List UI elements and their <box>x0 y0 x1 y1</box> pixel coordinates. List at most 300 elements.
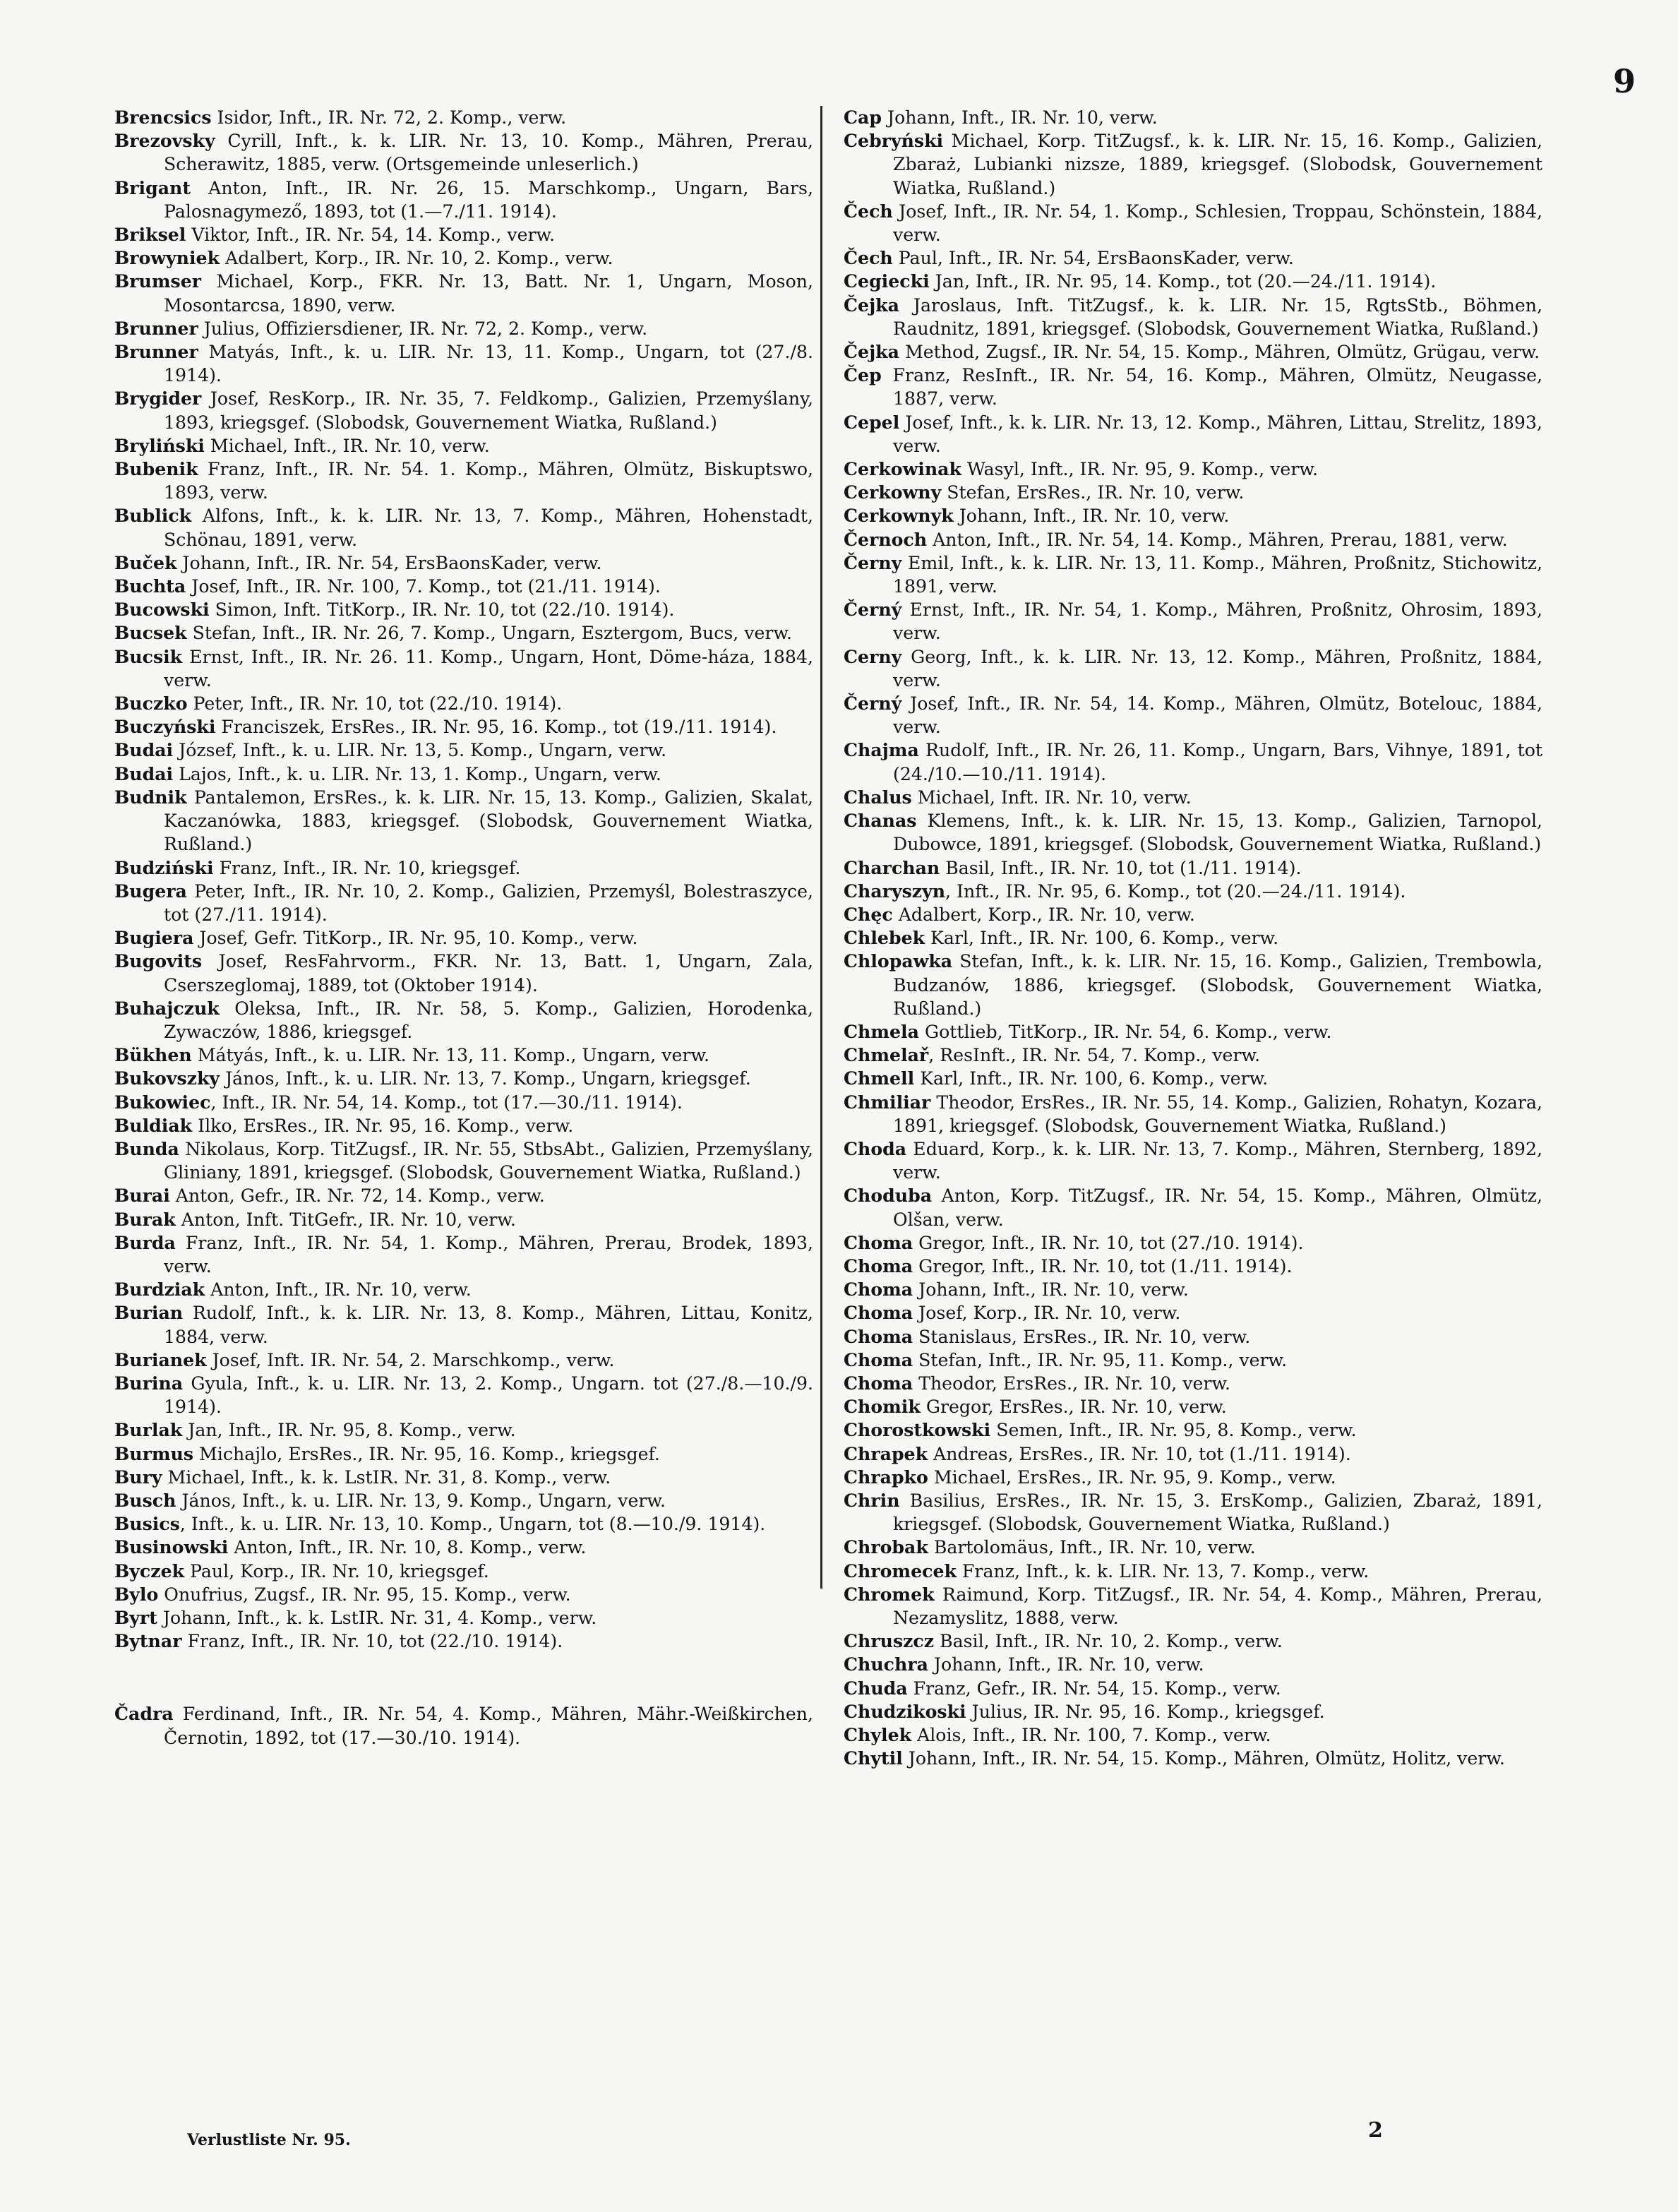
surname: Chęc <box>844 903 893 925</box>
casualty-entry <box>844 1747 1542 1770</box>
casualty-entry <box>844 200 1542 246</box>
entry-details: Josef, Inft., IR. Nr. 54, 14. Komp., Mähren, Olmütz, Botelouc, 1884, verw. <box>893 693 1542 738</box>
surname: Cerkowinak <box>844 458 961 480</box>
casualty-entry <box>114 270 813 316</box>
entry-details: Matyás, Inft., k. u. LIR. Nr. 13, 11. Komp., Ungarn, tot (27./8. 1914). <box>164 342 813 386</box>
casualty-entry <box>844 1677 1542 1700</box>
casualty-entry <box>844 1278 1542 1301</box>
surname: Chmiliar <box>844 1091 931 1113</box>
surname: Chmelař <box>844 1044 929 1066</box>
casualty-entry <box>844 364 1542 410</box>
surname: Cepel <box>844 411 900 433</box>
surname: Chajma <box>844 739 919 761</box>
footer-list-number: Verlustliste Nr. 95. <box>187 2131 351 2149</box>
entry-details: Franz, ResInft., IR. Nr. 54, 16. Komp., Mähren, Olmütz, Neugasse, 1887, verw. <box>881 365 1542 409</box>
surname: Briksel <box>114 224 186 246</box>
casualty-entry <box>844 1231 1542 1255</box>
entry-details: Adalbert, Korp., IR. Nr. 10, verw. <box>892 904 1195 925</box>
casualty-entry <box>844 528 1542 551</box>
casualty-entry <box>114 340 813 387</box>
footer-sheet-number: 2 <box>1368 2118 1383 2143</box>
casualty-entry <box>114 715 813 739</box>
surname: Cegiecki <box>844 270 930 292</box>
entry-details: Ilko, ErsRes., IR. Nr. 95, 16. Komp., verw. <box>192 1115 574 1136</box>
surname: Busics <box>114 1513 180 1535</box>
entry-details: Josef, Inft., IR. Nr. 54, 1. Komp., Schlesien, Troppau, Schönstein, 1884, verw. <box>892 201 1542 246</box>
entry-details: János, Inft., k. u. LIR. Nr. 13, 7. Komp., Ungarn, kriegsgef. <box>220 1068 751 1089</box>
casualty-entry <box>114 1702 813 1749</box>
surname: Budai <box>114 739 174 761</box>
entry-details: , ResInft., IR. Nr. 54, 7. Komp., verw. <box>928 1045 1261 1066</box>
casualty-entry <box>114 880 813 926</box>
entry-details: Raimund, Korp. TitZugsf., IR. Nr. 54, 4. Komp., Mähren, Prerau, Nezamyslitz, 1888, verw. <box>893 1584 1542 1628</box>
surname: Chylek <box>844 1724 912 1746</box>
surname: Byrt <box>114 1607 157 1628</box>
casualty-entry <box>114 1536 813 1559</box>
casualty-entry <box>844 551 1542 598</box>
surname: Brencsics <box>114 107 212 128</box>
entry-details: Paul, Inft., IR. Nr. 54, ErsBaonsKader, verw. <box>892 248 1294 269</box>
surname: Černý <box>844 693 902 715</box>
entry-details: Method, Zugsf., IR. Nr. 54, 15. Komp., Mähren, Olmütz, Grügau, verw. <box>899 342 1540 363</box>
surname: Choma <box>844 1349 913 1370</box>
casualty-entry <box>844 1560 1542 1583</box>
surname: Černý <box>844 599 902 621</box>
surname: Browyniek <box>114 247 220 269</box>
casualty-entry <box>114 1630 813 1653</box>
entry-details: Josef, Korp., IR. Nr. 10, verw. <box>913 1303 1181 1324</box>
casualty-entry <box>844 739 1542 785</box>
casualty-entry <box>844 903 1542 926</box>
casualty-entry <box>844 926 1542 950</box>
surname: Charyszyn <box>844 880 946 902</box>
entry-details: Gregor, Inft., IR. Nr. 10, tot (27./10. 1914). <box>913 1232 1304 1253</box>
surname: Bukowiec <box>114 1091 211 1113</box>
casualty-entry <box>114 1137 813 1184</box>
entry-details: Mátyás, Inft., k. u. LIR. Nr. 13, 11. Komp., Ungarn, verw. <box>191 1045 710 1066</box>
casualty-entry <box>114 551 813 575</box>
surname: Chomik <box>844 1396 921 1418</box>
casualty-entry <box>114 926 813 950</box>
entry-details: Johann, Inft., IR. Nr. 10, verw. <box>953 506 1230 527</box>
entry-details: Alfons, Inft., k. k. LIR. Nr. 13, 7. Komp., Mähren, Hohenstadt, Schönau, 1891, verw. <box>164 506 813 550</box>
entry-details: Alois, Inft., IR. Nr. 100, 7. Komp., verw. <box>911 1725 1271 1746</box>
surname: Bugera <box>114 880 187 902</box>
surname: Buhajczuk <box>114 997 220 1019</box>
surname: Chlebek <box>844 927 925 949</box>
entry-details: Johann, Inft., IR. Nr. 54, 15. Komp., Mähren, Olmütz, Holitz, verw. <box>902 1748 1505 1769</box>
surname: Bylo <box>114 1583 159 1605</box>
casualty-entry <box>844 692 1542 739</box>
entry-details: Semen, Inft., IR. Nr. 95, 8. Komp., verw. <box>990 1420 1357 1441</box>
casualty-entry <box>844 1395 1542 1418</box>
entry-details: Josef, Inft., k. k. LIR. Nr. 13, 12. Komp., Mähren, Littau, Strelitz, 1893, verw. <box>893 412 1542 456</box>
surname: Buchta <box>114 575 186 597</box>
surname: Burian <box>114 1302 184 1324</box>
surname: Budziński <box>114 856 214 878</box>
entry-details: Stefan, Inft., IR. Nr. 95, 11. Komp., verw. <box>913 1349 1288 1370</box>
entry-details: Franz, Inft., IR. Nr. 54, 1. Komp., Mähren, Prerau, Brodek, 1893, verw. <box>164 1232 813 1277</box>
surname: Choma <box>844 1325 913 1347</box>
casualty-entry <box>114 1489 813 1512</box>
surname: Burmus <box>114 1442 194 1464</box>
entry-details: Johann, Inft., IR. Nr. 54, ErsBaonsKader, verw. <box>176 552 602 573</box>
surname: Brunner <box>114 341 198 363</box>
surname: Chytil <box>844 1747 903 1769</box>
surname: Choda <box>844 1137 907 1159</box>
entry-details: Ernst, Inft., IR. Nr. 26. 11. Komp., Ungarn, Hont, Döme-háza, 1884, verw. <box>164 646 813 690</box>
surname: Buczyński <box>114 716 216 738</box>
surname: Chlopawka <box>844 950 953 972</box>
casualty-entry <box>114 177 813 223</box>
entry-details: József, Inft., k. u. LIR. Nr. 13, 5. Komp., Ungarn, verw. <box>173 740 667 761</box>
entry-details: Ferdinand, Inft., IR. Nr. 54, 4. Komp., Mähren, Mähr.-Weißkirchen, Černotin, 1892, tot (17.—30./10. 1914). <box>164 1704 813 1748</box>
surname: Černoch <box>844 528 928 550</box>
entry-details: Jaroslaus, Inft. TitZugsf., k. k. LIR. Nr. 15, RgtsStb., Böhmen, Raudnitz, 1891, kriegsgef. (Slobodsk, Gouvernement Wiatka, Rußland.) <box>893 294 1542 339</box>
surname: Chrin <box>844 1489 900 1511</box>
entry-details: Oleksa, Inft., IR. Nr. 58, 5. Komp., Galizien, Horodenka, Zywaczów, 1886, kriegsgef. <box>164 998 813 1042</box>
surname: Choma <box>844 1255 913 1277</box>
casualty-entry <box>114 458 813 504</box>
entry-details: Anton, Inft. TitGefr., IR. Nr. 10, verw. <box>175 1209 516 1230</box>
entry-details: Michael, Inft. IR. Nr. 10, verw. <box>911 787 1192 808</box>
surname: Choma <box>844 1302 913 1324</box>
casualty-entry <box>844 1442 1542 1466</box>
entry-details: Stefan, Inft., k. k. LIR. Nr. 15, 16. Komp., Galizien, Trembowla, Budzanów, 1886, kriegsgef. (Slobodsk, Gouvernement Wiatka, Rußland.) <box>893 951 1542 1019</box>
entry-details: Josef, Gefr. TitKorp., IR. Nr. 95, 10. Komp., verw. <box>193 928 638 949</box>
entry-details: Anton, Inft., IR. Nr. 10, 8. Komp., verw. <box>228 1537 587 1558</box>
casualty-entry <box>114 129 813 176</box>
casualty-entry <box>844 1653 1542 1676</box>
surname: Businowski <box>114 1536 229 1558</box>
casualty-entry <box>844 1137 1542 1184</box>
entry-details: Paul, Korp., IR. Nr. 10, kriegsgef. <box>184 1560 489 1582</box>
surname: Bucsik <box>114 645 183 667</box>
surname: Chorostkowski <box>844 1419 991 1441</box>
entry-details: Rudolf, Inft., k. k. LIR. Nr. 13, 8. Komp., Mähren, Littau, Konitz, 1884, verw. <box>164 1303 813 1347</box>
casualty-entry <box>844 1255 1542 1278</box>
entry-details: Basil, Inft., IR. Nr. 10, 2. Komp., verw. <box>934 1631 1283 1652</box>
surname: Cerny <box>844 645 902 667</box>
surname: Burak <box>114 1208 176 1230</box>
casualty-entry <box>844 950 1542 1020</box>
entry-details: Johann, Inft., IR. Nr. 10, verw. <box>928 1654 1204 1675</box>
surname: Cap <box>844 107 882 128</box>
surname: Cerkownyk <box>844 505 954 527</box>
surname: Cebryński <box>844 130 944 152</box>
surname: Chrobak <box>844 1536 928 1558</box>
entry-details: Josef, ResKorp., IR. Nr. 35, 7. Feldkomp., Galizien, Przemyślany, 1893, kriegsgef. (Slobodsk, Gouvernement Wiatka, Rußland.) <box>164 388 813 433</box>
entry-details: Georg, Inft., k. k. LIR. Nr. 13, 12. Komp., Mähren, Proßnitz, 1884, verw. <box>893 646 1542 690</box>
surname: Burai <box>114 1185 170 1207</box>
casualty-entry <box>114 575 813 598</box>
surname: Busch <box>114 1489 176 1511</box>
entry-details: Lajos, Inft., k. u. LIR. Nr. 13, 1. Komp., Ungarn, verw. <box>173 763 661 784</box>
surname: Černy <box>844 551 902 573</box>
surname: Chruszcz <box>844 1630 935 1652</box>
surname: Brumser <box>114 270 201 292</box>
entry-details: Pantalemon, ErsRes., k. k. LIR. Nr. 15, 13. Komp., Galizien, Skalat, Kaczanówka, 1883, kriegsgef. (Slobodsk, Gouvernement Wiatka, Rußland.) <box>164 787 813 855</box>
casualty-entry <box>114 317 813 340</box>
casualty-entry <box>114 645 813 692</box>
casualty-entry <box>844 598 1542 645</box>
casualty-entry <box>844 129 1542 200</box>
entry-details: Johann, Inft., k. k. LstIR. Nr. 31, 4. Komp., verw. <box>157 1608 597 1628</box>
entry-details: , Inft., k. u. LIR. Nr. 13, 10. Komp., Ungarn, tot (8.—10./9. 1914). <box>179 1514 766 1535</box>
casualty-entry <box>114 1231 813 1278</box>
casualty-entry <box>114 692 813 715</box>
casualty-entry <box>844 1372 1542 1395</box>
entry-details: Theodor, ErsRes., IR. Nr. 55, 14. Komp., Galizien, Rohatyn, Kozara, 1891, kriegsgef. (Slobodsk, Gouvernement Wiatka, Rußland.) <box>893 1092 1542 1136</box>
casualty-entry <box>114 1184 813 1207</box>
surname: Buczko <box>114 693 188 715</box>
entry-details: Isidor, Inft., IR. Nr. 72, 2. Komp., verw. <box>211 107 567 128</box>
entry-details: Franz, Inft., k. k. LIR. Nr. 13, 7. Komp., verw. <box>956 1560 1370 1582</box>
column-divider <box>820 106 822 1589</box>
casualty-entry <box>114 1583 813 1606</box>
entry-details: Theodor, ErsRes., IR. Nr. 10, verw. <box>913 1373 1231 1394</box>
entry-details: Michael, Inft., k. k. LstIR. Nr. 31, 8. Komp., verw. <box>162 1466 611 1488</box>
casualty-entry <box>114 1044 813 1067</box>
casualty-entry <box>844 1418 1542 1442</box>
surname: Brigant <box>114 177 191 198</box>
entry-details: Anton, Korp. TitZugsf., IR. Nr. 54, 15. Komp., Mähren, Olmütz, Olšan, verw. <box>893 1185 1542 1230</box>
entry-details: Eduard, Korp., k. k. LIR. Nr. 13, 7. Komp., Mähren, Sternberg, 1892, verw. <box>893 1138 1542 1183</box>
entry-details: Simon, Inft. TitKorp., IR. Nr. 10, tot (22./10. 1914). <box>209 599 675 621</box>
casualty-entry <box>114 763 813 786</box>
entry-details: Franz, Inft., IR. Nr. 10, tot (22./10. 1914). <box>181 1631 563 1652</box>
surname: Chromek <box>844 1583 935 1605</box>
casualty-entry <box>114 1067 813 1090</box>
casualty-entry <box>844 246 1542 270</box>
surname: Bytnar <box>114 1630 182 1652</box>
entry-details: Ernst, Inft., IR. Nr. 54, 1. Komp., Mähren, Proßnitz, Ohrosim, 1893, verw. <box>893 599 1542 644</box>
entry-details: Anton, Inft., IR. Nr. 26, 15. Marschkomp., Ungarn, Bars, Palosnagymező, 1893, tot (1.—7./11. 1914). <box>164 177 813 222</box>
surname: Burda <box>114 1231 176 1253</box>
surname: Buček <box>114 551 177 573</box>
casualty-entry <box>844 1466 1542 1489</box>
surname: Bunda <box>114 1137 179 1159</box>
section-gap <box>114 1653 813 1702</box>
casualty-entry <box>844 1091 1542 1137</box>
casualty-entry <box>844 1020 1542 1044</box>
casualty-entry <box>114 434 813 458</box>
casualty-entry <box>844 1044 1542 1067</box>
entry-details: Johann, Inft., IR. Nr. 10, verw. <box>913 1279 1189 1301</box>
surname: Bukovszky <box>114 1068 220 1089</box>
surname: Bükhen <box>114 1044 192 1066</box>
entry-details: Gyula, Inft., k. u. LIR. Nr. 13, 2. Komp., Ungarn. tot (27./8.—10./9. 1914). <box>164 1373 813 1418</box>
page-number: 9 <box>1612 62 1636 100</box>
casualty-entry <box>114 739 813 762</box>
entry-details: Nikolaus, Korp. TitZugsf., IR. Nr. 55, StbsAbt., Galizien, Przemyślany, Gliniany, 1891, kriegsgef. (Slobodsk, Gouvernement Wiatka, Rußland.) <box>164 1138 813 1183</box>
casualty-entry <box>844 1301 1542 1325</box>
entry-details: Karl, Inft., IR. Nr. 100, 6. Komp., verw. <box>914 1068 1269 1089</box>
entry-details: Stefan, ErsRes., IR. Nr. 10, verw. <box>941 482 1245 503</box>
entry-details: Johann, Inft., IR. Nr. 10, verw. <box>881 107 1158 128</box>
casualty-entry <box>114 1606 813 1630</box>
entry-details: Karl, Inft., IR. Nr. 100, 6. Komp., verw. <box>925 928 1279 949</box>
surname: Chuda <box>844 1677 908 1699</box>
entry-details: Gregor, ErsRes., IR. Nr. 10, verw. <box>920 1397 1227 1418</box>
surname: Chudzikoski <box>844 1700 966 1722</box>
casualty-entry <box>844 340 1542 364</box>
entry-details: Rudolf, Inft., IR. Nr. 26, 11. Komp., Ungarn, Bars, Vihnye, 1891, tot (24./10.—10./11. 1914). <box>893 740 1542 784</box>
casualty-entry <box>114 1442 813 1466</box>
surname: Burianek <box>114 1349 207 1370</box>
casualty-entry <box>114 246 813 270</box>
casualty-entry <box>844 481 1542 504</box>
entry-details: Adalbert, Korp., IR. Nr. 10, 2. Komp., verw. <box>220 248 613 269</box>
surname: Chanas <box>844 810 917 832</box>
surname: Bugovits <box>114 950 203 972</box>
entry-details: Basil, Inft., IR. Nr. 10, tot (1./11. 1914). <box>940 857 1302 878</box>
entry-details: János, Inft., k. u. LIR. Nr. 13, 9. Komp., Ungarn, verw. <box>176 1490 666 1511</box>
surname: Bucowski <box>114 599 210 621</box>
entry-details: Stefan, Inft., IR. Nr. 26, 7. Komp., Ungarn, Esztergom, Bucs, verw. <box>186 623 793 644</box>
entry-details: Michael, ErsRes., IR. Nr. 95, 9. Komp., verw. <box>928 1466 1336 1488</box>
surname: Chrapko <box>844 1466 928 1488</box>
casualty-entry <box>114 856 813 880</box>
entry-details: Basilius, ErsRes., IR. Nr. 15, 3. ErsKomp., Galizien, Zbaraż, 1891, kriegsgef. (Slobodsk, Gouvernement Wiatka, Rußland.) <box>893 1490 1542 1535</box>
casualty-entry <box>844 786 1542 809</box>
casualty-entry <box>844 1583 1542 1630</box>
casualty-entry <box>114 1349 813 1372</box>
surname: Choma <box>844 1372 913 1394</box>
surname: Bublick <box>114 505 192 527</box>
casualty-entry <box>844 270 1542 293</box>
entry-details: Josef, ResFahrvorm., FKR. Nr. 13, Batt. 1, Ungarn, Zala, Cserszeglomaj, 1889, tot (Oktober 1914). <box>164 951 813 996</box>
casualty-entry <box>844 1325 1542 1349</box>
entry-details: Jan, Inft., IR. Nr. 95, 14. Komp., tot (20.—24./11. 1914). <box>929 271 1437 292</box>
left-column <box>114 106 813 1750</box>
surname: Čejka <box>844 341 899 363</box>
surname: Bury <box>114 1466 162 1488</box>
entry-details: Emil, Inft., k. k. LIR. Nr. 13, 11. Komp., Mähren, Proßnitz, Stichowitz, 1891, verw. <box>893 552 1542 597</box>
casualty-entry <box>844 1700 1542 1723</box>
surname: Byczek <box>114 1560 185 1582</box>
casualty-entry <box>114 1301 813 1348</box>
surname: Cerkowny <box>844 482 942 503</box>
entry-details: Peter, Inft., IR. Nr. 10, 2. Komp., Galizien, Przemyśl, Bolestraszyce, tot (27./11. 1914). <box>164 880 813 925</box>
surname: Chmela <box>844 1020 919 1042</box>
entry-details: Franz, Inft., IR. Nr. 54. 1. Komp., Mähren, Olmütz, Biskuptswo, 1893, verw. <box>164 459 813 503</box>
surname: Choduba <box>844 1185 933 1207</box>
entry-details: Josef, Inft. IR. Nr. 54, 2. Marschkomp., verw. <box>206 1349 615 1370</box>
surname: Buldiak <box>114 1114 193 1136</box>
surname: Bryliński <box>114 434 205 456</box>
surname: Čep <box>844 364 882 386</box>
entry-details: Anton, Inft., IR. Nr. 10, verw. <box>205 1279 472 1301</box>
entry-details: , Inft., IR. Nr. 54, 14. Komp., tot (17.—30./11. 1914). <box>210 1092 683 1113</box>
surname: Brunner <box>114 317 198 339</box>
entry-details: Stanislaus, ErsRes., IR. Nr. 10, verw. <box>913 1326 1251 1347</box>
casualty-entry <box>844 1630 1542 1653</box>
surname: Čech <box>844 247 893 269</box>
casualty-entry <box>114 1208 813 1231</box>
surname: Chuchra <box>844 1654 928 1675</box>
casualty-entry <box>114 1278 813 1301</box>
entry-details: Andreas, ErsRes., IR. Nr. 10, tot (1./11. 1914). <box>928 1443 1351 1464</box>
entry-details: Onufrius, Zugsf., IR. Nr. 95, 15. Komp., verw. <box>158 1584 571 1605</box>
casualty-entry <box>114 1560 813 1583</box>
entry-details: Klemens, Inft., k. k. LIR. Nr. 15, 13. Komp., Galizien, Tarnopol, Dubowce, 1891, kriegsgef. (Slobodsk, Gouvernement Wiatka, Rußland.) <box>893 811 1542 855</box>
surname: Chromecek <box>844 1560 957 1582</box>
entry-details: Anton, Inft., IR. Nr. 54, 14. Komp., Mähren, Prerau, 1881, verw. <box>927 529 1508 550</box>
entry-details: Viktor, Inft., IR. Nr. 54, 14. Komp., verw. <box>186 225 556 246</box>
entry-details: Franciszek, ErsRes., IR. Nr. 95, 16. Komp., tot (19./11. 1914). <box>215 717 777 738</box>
casualty-entry <box>114 387 813 434</box>
casualty-entry <box>114 598 813 621</box>
surname: Brezovsky <box>114 130 215 152</box>
entry-details: Franz, Gefr., IR. Nr. 54, 15. Komp., verw. <box>907 1678 1281 1699</box>
casualty-entry <box>114 997 813 1044</box>
entry-details: Gregor, Inft., IR. Nr. 10, tot (1./11. 1914). <box>913 1255 1293 1277</box>
right-column <box>844 106 1542 1770</box>
casualty-entry <box>844 809 1542 856</box>
surname: Čadra <box>114 1703 174 1725</box>
entry-details: Anton, Gefr., IR. Nr. 72, 14. Komp., verw. <box>169 1185 545 1207</box>
surname: Chmell <box>844 1068 915 1089</box>
surname: Čech <box>844 200 893 222</box>
surname: Brygider <box>114 388 202 409</box>
casualty-entry <box>114 223 813 246</box>
casualty-entry <box>844 106 1542 129</box>
entry-details: Josef, Inft., IR. Nr. 100, 7. Komp., tot (21./11. 1914). <box>186 576 661 597</box>
entry-details: Jan, Inft., IR. Nr. 95, 8. Komp., verw. <box>182 1420 516 1441</box>
casualty-entry <box>844 1723 1542 1747</box>
entry-details: Wasyl, Inft., IR. Nr. 95, 9. Komp., verw. <box>961 459 1318 480</box>
casualty-entry <box>844 458 1542 481</box>
casualty-entry <box>114 1091 813 1114</box>
surname: Budnik <box>114 786 187 808</box>
casualty-entry <box>114 621 813 645</box>
casualty-entry <box>114 106 813 129</box>
entry-details: Michajlo, ErsRes., IR. Nr. 95, 16. Komp., kriegsgef. <box>193 1443 660 1464</box>
casualty-entry <box>844 1489 1542 1536</box>
casualty-entry <box>844 1349 1542 1372</box>
casualty-entry <box>114 504 813 551</box>
entry-details: Michael, Inft., IR. Nr. 10, verw. <box>204 435 490 456</box>
casualty-entry <box>844 645 1542 692</box>
entry-details: Gottlieb, TitKorp., IR. Nr. 54, 6. Komp., verw. <box>918 1021 1332 1042</box>
casualty-entry <box>844 1067 1542 1090</box>
entry-details: Bartolomäus, Inft., IR. Nr. 10, verw. <box>928 1537 1256 1558</box>
entry-details: Peter, Inft., IR. Nr. 10, tot (22./10. 1914). <box>187 693 563 715</box>
casualty-entry <box>844 880 1542 903</box>
surname: Bubenik <box>114 458 198 480</box>
entry-details: Julius, Offiziersdiener, IR. Nr. 72, 2. Komp., verw. <box>198 318 648 339</box>
surname: Charchan <box>844 856 940 878</box>
surname: Chalus <box>844 786 912 808</box>
casualty-entry <box>844 1536 1542 1559</box>
entry-details: Julius, IR. Nr. 95, 16. Komp., kriegsgef. <box>966 1701 1325 1722</box>
entry-details: , Inft., IR. Nr. 95, 6. Komp., tot (20.—24./11. 1914). <box>945 880 1406 902</box>
surname: Burlak <box>114 1419 183 1441</box>
entry-details: Cyrill, Inft., k. k. LIR. Nr. 13, 10. Komp., Mähren, Prerau, Scherawitz, 1885, verw. (Ortsgemeinde unleserlich.) <box>164 131 813 175</box>
casualty-entry <box>114 1372 813 1418</box>
casualty-entry <box>114 1466 813 1489</box>
surname: Burina <box>114 1372 184 1394</box>
surname: Choma <box>844 1231 913 1253</box>
casualty-entry <box>114 1512 813 1536</box>
surname: Bucsek <box>114 622 187 644</box>
casualty-entry <box>844 294 1542 340</box>
entry-details: Franz, Inft., IR. Nr. 10, kriegsgef. <box>213 857 521 878</box>
casualty-entry <box>114 950 813 996</box>
casualty-entry <box>114 786 813 856</box>
surname: Chrapek <box>844 1442 928 1464</box>
